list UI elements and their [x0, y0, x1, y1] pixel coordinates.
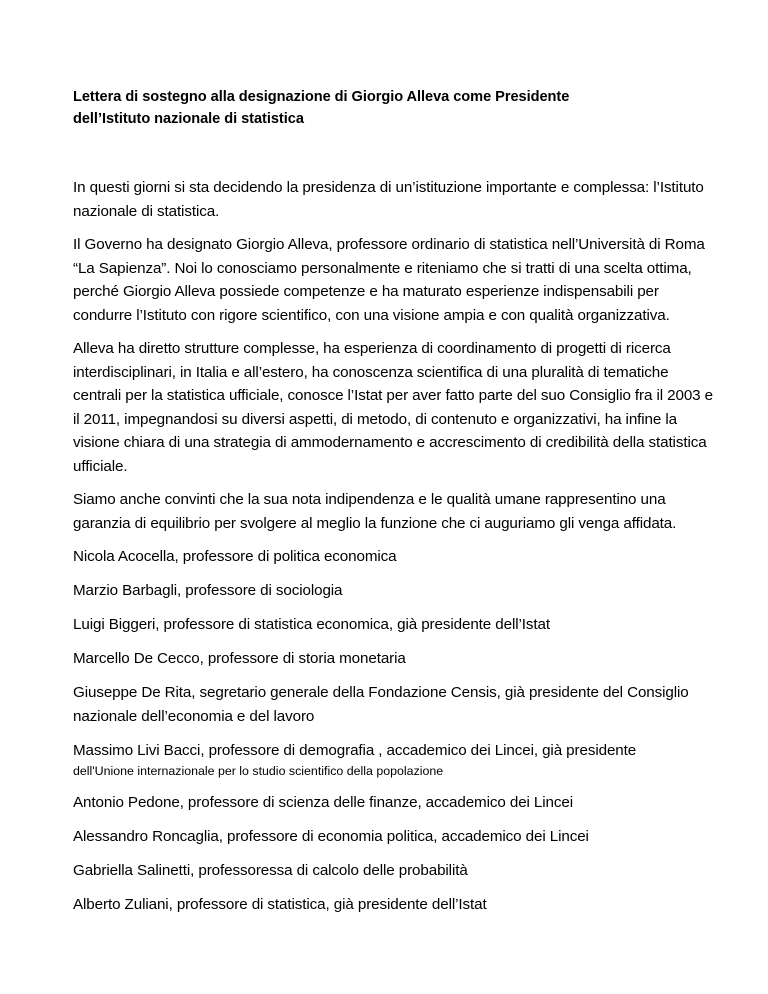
- signatory: Luigi Biggeri, professore di statistica economica, già presidente dell’Istat: [73, 616, 550, 633]
- signatory: Marcello De Cecco, professore di storia monetaria: [73, 650, 406, 667]
- signatory: Gabriella Salinetti, professoressa di calcolo delle probabilità: [73, 861, 468, 879]
- paragraph-experience: Alleva ha diretto strutture complesse, ha esperienza di coordinamento di progetti di ricerca interdisciplinari, in Italia e all’estero, ha conoscenza scientifica di una pluralità di tematiche centrali per la statistica ufficiale, conosce l’Istat per aver fatto parte del suo Consiglio fra il 2003 e il 2011, impegnandosi su diversi aspetti, di metodo, di contenuto e organizzativi, ha infine la visione chiara di una strategia di ammodernamento e accrescimento di credibilità della statistica ufficiale.: [73, 340, 713, 475]
- letter-title-line-1: Lettera di sostegno alla designazione di Giorgio Alleva come Presidente: [73, 89, 570, 105]
- signatory: Alberto Zuliani, professore di statistica, già presidente dell’Istat: [73, 895, 487, 913]
- paragraph-intro: In questi giorni si sta decidendo la presidenza di un’istituzione importante e complessa: l’Istituto nazionale di statistica.: [73, 179, 704, 220]
- letter-title-line-2: dell’Istituto nazionale di statistica: [73, 111, 304, 127]
- signatory-line-2: dell'Unione internazionale per lo studio scientifico della popolazione: [73, 764, 444, 778]
- signatory: Alessandro Roncaglia, professore di economia politica, accademico dei Lincei: [73, 827, 589, 845]
- paragraph-independence: Siamo anche convinti che la sua nota indipendenza e le qualità umane rappresentino una garanzia di equilibrio per svolgere al meglio la funzione che ci auguriamo gli venga affidata.: [73, 491, 677, 532]
- signatory: Nicola Acocella, professore di politica economica: [73, 548, 397, 565]
- letter-page: [73, 86, 713, 927]
- paragraph-designation: Il Governo ha designato Giorgio Alleva, professore ordinario di statistica nell’Università di Roma “La Sapienza”. Noi lo conosciamo personalmente e riteniamo che si tratti di una scelta ottima, perché Giorgio Alleva possiede competenze e ha maturato esperienze indispensabili per condurre l’Istituto con rigore scientifico, con una visione ampia e con qualità organizzativa.: [73, 236, 705, 324]
- signatories-list: [73, 545, 713, 916]
- signatory: [73, 739, 713, 781]
- letter-title: [73, 86, 713, 130]
- signatory: Giuseppe De Rita, segretario generale della Fondazione Censis, già presidente del Consiglio nazionale dell’economia e del lavoro: [73, 684, 689, 725]
- signatory: Antonio Pedone, professore di scienza delle finanze, accademico dei Lincei: [73, 793, 574, 811]
- signatory-line-1: Massimo Livi Bacci, professore di demografia , accademico dei Lincei, già presidente: [73, 741, 637, 759]
- signatory: Marzio Barbagli, professore di sociologia: [73, 582, 343, 599]
